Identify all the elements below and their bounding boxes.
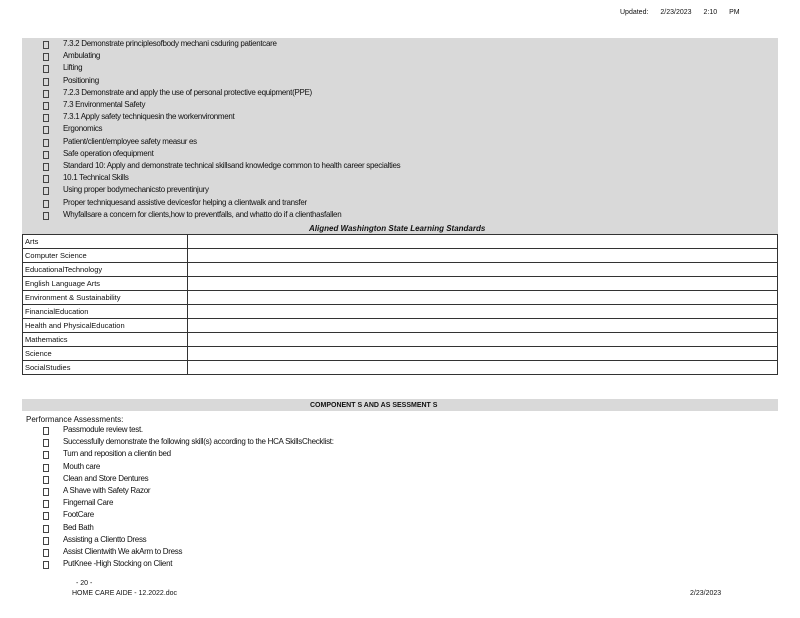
standard-notes-cell	[188, 347, 778, 361]
bullet-box-icon	[43, 148, 49, 160]
standard-subject: Health and PhysicalEducation	[23, 319, 188, 333]
updated-label: Updated:	[620, 9, 649, 16]
list-item	[0, 75, 778, 87]
table-row	[23, 249, 778, 263]
bullet-box-icon	[43, 209, 49, 221]
bullet-box-icon	[43, 473, 49, 485]
list-item-text: FootCare	[63, 510, 94, 520]
list-item	[0, 62, 778, 74]
bullet-box-icon	[43, 75, 49, 87]
components-assessments-heading: COMPONENT S AND AS SESSMENT S	[310, 402, 438, 409]
standard-subject: Mathematics	[23, 333, 188, 347]
bullet-box-icon	[43, 111, 49, 123]
list-item	[0, 534, 778, 546]
list-item	[0, 485, 778, 497]
list-item	[0, 522, 778, 534]
list-item-text: Ambulating	[63, 51, 101, 61]
table-row	[23, 235, 778, 249]
list-item-text: Proper techniquesand assistive devicesfor helping a clientwalk and transfer	[63, 197, 307, 207]
list-item-text: PutKnee -High Stocking on Client	[63, 559, 173, 569]
bullet-box-icon	[43, 497, 49, 509]
list-item	[0, 497, 778, 509]
list-item-text: Mouth care	[63, 461, 101, 471]
bullet-box-icon	[43, 558, 49, 570]
list-item-text: Clean and Store Dentures	[63, 473, 149, 483]
list-item-text: 10.1 Technical Skills	[63, 173, 129, 183]
updated-header	[620, 9, 760, 16]
bullet-box-icon	[43, 448, 49, 460]
standard-notes-cell	[188, 277, 778, 291]
standard-subject: Environment & Sustainability	[23, 291, 188, 305]
list-item	[0, 184, 778, 196]
list-item	[0, 160, 778, 172]
bullet-box-icon	[43, 87, 49, 99]
list-item	[0, 197, 778, 209]
table-row	[23, 305, 778, 319]
table-row	[23, 347, 778, 361]
bullet-box-icon	[43, 461, 49, 473]
list-item-text: Assist Clientwith We akArm to Dress	[63, 547, 183, 556]
list-item	[0, 99, 778, 111]
list-item	[0, 172, 778, 184]
standard-subject: SocialStudies	[23, 361, 188, 375]
bullet-box-icon	[43, 534, 49, 546]
bullet-box-icon	[43, 123, 49, 135]
list-item	[0, 558, 778, 570]
bullet-box-icon	[43, 509, 49, 521]
bullet-box-icon	[43, 160, 49, 172]
list-item-text: 7.3.2 Demonstrate principlesofbody mechani csduring patientcare	[63, 39, 277, 48]
updated-ampm: PM	[729, 9, 740, 16]
bullet-box-icon	[43, 485, 49, 497]
list-item-text: 7.3 Environmental Safety	[63, 100, 146, 109]
table-row	[23, 319, 778, 333]
standard-notes-cell	[188, 249, 778, 263]
list-item-text: Safe operation ofequipment	[63, 148, 154, 158]
list-item-text: Bed Bath	[63, 522, 94, 532]
list-item-text: Assisting a Clientto Dress	[63, 534, 147, 544]
standard-subject: Science	[23, 347, 188, 361]
list-item-text: 7.3.1 Apply safety techniquesin the workenvironment	[63, 112, 235, 122]
bullet-box-icon	[43, 522, 49, 534]
list-item	[0, 50, 778, 62]
list-item-text: Passmodule review test.	[63, 425, 143, 434]
list-item-text: 7.2.3 Demonstrate and apply the use of personal protective equipment(PPE)	[63, 87, 312, 97]
table-row	[23, 333, 778, 347]
list-item	[0, 136, 778, 148]
list-item-text: Patient/client/employee safety measur es	[63, 136, 197, 146]
list-item	[0, 123, 778, 135]
list-item	[0, 148, 778, 160]
updated-time: 2:10	[703, 9, 718, 16]
list-item-text: Whyfallsare a concern for clients,how to preventfalls, and whatto do if a clienthasfallen	[63, 209, 342, 219]
bullet-box-icon	[43, 50, 49, 62]
list-item	[0, 509, 778, 521]
bullet-box-icon	[43, 197, 49, 209]
list-item-text: Using proper bodymechanicsto preventinjury	[63, 185, 209, 195]
list-item-text: A Shave with Safety Razor	[63, 486, 151, 495]
list-item-text: Standard 10: Apply and demonstrate technical skillsand knowledge common to health career specialties	[63, 161, 401, 170]
standard-notes-cell	[188, 333, 778, 347]
bullet-box-icon	[43, 38, 49, 50]
standard-subject: Computer Science	[23, 249, 188, 263]
bullet-box-icon	[43, 136, 49, 148]
standard-notes-cell	[188, 263, 778, 277]
standard-subject: EducationalTechnology	[23, 263, 188, 277]
list-item	[0, 424, 778, 436]
list-item-text: Successfully demonstrate the following skill(s) according to the HCA SkillsChecklist:	[63, 437, 334, 447]
updated-date: 2/23/2023	[660, 9, 692, 16]
bullet-box-icon	[43, 424, 49, 436]
list-item	[0, 38, 778, 50]
standard-notes-cell	[188, 235, 778, 249]
list-item	[0, 473, 778, 485]
list-item	[0, 209, 778, 221]
page-number: - 20 -	[76, 580, 93, 587]
bullet-box-icon	[43, 436, 49, 448]
list-item	[0, 448, 778, 460]
list-item-text: Turn and reposition a clientin bed	[63, 449, 171, 459]
list-item-text: Lifting	[63, 63, 83, 73]
bullet-box-icon	[43, 546, 49, 558]
list-item	[0, 461, 778, 473]
aligned-standards-heading	[22, 223, 778, 234]
list-item	[0, 436, 778, 448]
aligned-standards-title: Aligned Washington State Learning Standards	[309, 224, 486, 233]
list-item	[0, 546, 778, 558]
standard-notes-cell	[188, 291, 778, 305]
standard-subject: English Language Arts	[23, 277, 188, 291]
standard-notes-cell	[188, 361, 778, 375]
table-row	[23, 361, 778, 375]
list-item	[0, 87, 778, 99]
bullet-box-icon	[43, 184, 49, 196]
standards-table	[22, 234, 778, 375]
table-row	[23, 291, 778, 305]
bullet-box-icon	[43, 172, 49, 184]
bullet-box-icon	[43, 62, 49, 74]
list-item-text: Ergonomics	[63, 124, 103, 134]
standard-notes-cell	[188, 319, 778, 333]
list-item-text: Positioning	[63, 75, 99, 85]
bullet-box-icon	[43, 99, 49, 111]
list-item-text: Fingernail Care	[63, 498, 114, 508]
standard-subject: Arts	[23, 235, 188, 249]
table-row	[23, 277, 778, 291]
footer-date: 2/23/2023	[690, 590, 722, 597]
standard-subject: FinancialEducation	[23, 305, 188, 319]
standard-notes-cell	[188, 305, 778, 319]
performance-assessments-label: Performance Assessments:	[26, 415, 124, 424]
list-item	[0, 111, 778, 123]
table-row	[23, 263, 778, 277]
document-filename: HOME CARE AIDE - 12.2022.doc	[72, 590, 178, 597]
